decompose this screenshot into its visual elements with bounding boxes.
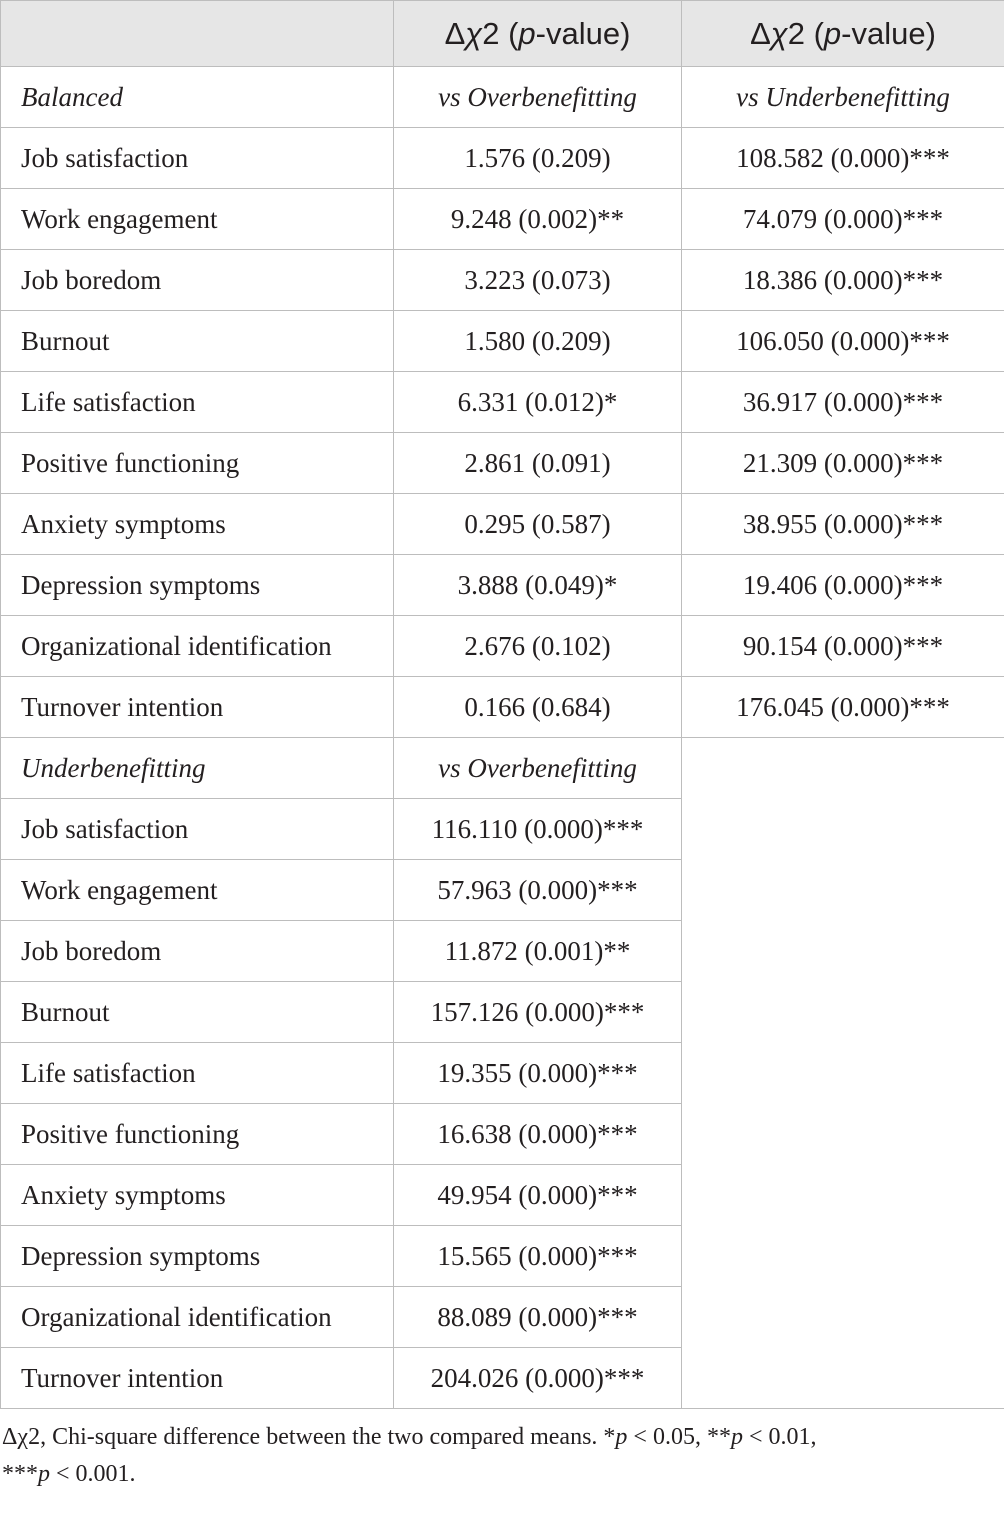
row-value-col3: 38.955 (0.000)*** xyxy=(682,494,1004,555)
row-value-col2: 116.110 (0.000)*** xyxy=(394,799,682,860)
row-label: Job boredom xyxy=(1,921,394,982)
row-value-col3: 36.917 (0.000)*** xyxy=(682,372,1004,433)
empty-cell xyxy=(682,738,1004,1409)
section-group-label: Underbenefitting xyxy=(1,738,394,799)
row-value-col2: 6.331 (0.012)* xyxy=(394,372,682,433)
row-value-col2: 9.248 (0.002)** xyxy=(394,189,682,250)
row-value-col2: 2.676 (0.102) xyxy=(394,616,682,677)
row-value-col2: 19.355 (0.000)*** xyxy=(394,1043,682,1104)
header-col2: Δχ2 (p-value) xyxy=(394,1,682,67)
row-label: Turnover intention xyxy=(1,677,394,738)
row-label: Turnover intention xyxy=(1,1348,394,1409)
header-col3: Δχ2 (p-value) xyxy=(682,1,1004,67)
header-row xyxy=(1,1,1004,67)
section-comparison-label: vs Overbenefitting xyxy=(394,738,682,799)
row-value-col3: 90.154 (0.000)*** xyxy=(682,616,1004,677)
table-row xyxy=(1,494,1004,555)
table-footnote: Δχ2, Chi-square difference between the two compared means. *p < 0.05, **p < 0.01, ***p < 0.001. xyxy=(2,1424,817,1487)
row-value-col2: 1.580 (0.209) xyxy=(394,311,682,372)
section-header-row xyxy=(1,67,1004,128)
table-row xyxy=(1,311,1004,372)
row-value-col2: 157.126 (0.000)*** xyxy=(394,982,682,1043)
row-value-col2: 15.565 (0.000)*** xyxy=(394,1226,682,1287)
row-label: Organizational identification xyxy=(1,616,394,677)
row-value-col2: 16.638 (0.000)*** xyxy=(394,1104,682,1165)
row-label: Positive functioning xyxy=(1,1104,394,1165)
section-header-row xyxy=(1,738,1004,799)
row-value-col2: 0.166 (0.684) xyxy=(394,677,682,738)
section-comparison-label: vs Underbenefitting xyxy=(682,67,1004,128)
row-label: Anxiety symptoms xyxy=(1,494,394,555)
section-comparison-label: vs Overbenefitting xyxy=(394,67,682,128)
row-value-col2: 11.872 (0.001)** xyxy=(394,921,682,982)
row-value-col3: 21.309 (0.000)*** xyxy=(682,433,1004,494)
row-value-col3: 108.582 (0.000)*** xyxy=(682,128,1004,189)
table-row xyxy=(1,128,1004,189)
row-label: Depression symptoms xyxy=(1,555,394,616)
row-label: Depression symptoms xyxy=(1,1226,394,1287)
row-label: Work engagement xyxy=(1,860,394,921)
row-value-col2: 204.026 (0.000)*** xyxy=(394,1348,682,1409)
row-label: Positive functioning xyxy=(1,433,394,494)
table-row xyxy=(1,372,1004,433)
row-label: Job satisfaction xyxy=(1,128,394,189)
table-row xyxy=(1,555,1004,616)
row-value-col3: 176.045 (0.000)*** xyxy=(682,677,1004,738)
row-label: Work engagement xyxy=(1,189,394,250)
row-value-col3: 106.050 (0.000)*** xyxy=(682,311,1004,372)
row-value-col2: 49.954 (0.000)*** xyxy=(394,1165,682,1226)
section-group-label: Balanced xyxy=(1,67,394,128)
row-label: Burnout xyxy=(1,982,394,1043)
row-label: Burnout xyxy=(1,311,394,372)
row-value-col3: 18.386 (0.000)*** xyxy=(682,250,1004,311)
row-label: Job boredom xyxy=(1,250,394,311)
header-empty xyxy=(1,1,394,67)
row-label: Anxiety symptoms xyxy=(1,1165,394,1226)
table-row xyxy=(1,250,1004,311)
row-value-col2: 3.223 (0.073) xyxy=(394,250,682,311)
row-value-col2: 1.576 (0.209) xyxy=(394,128,682,189)
row-value-col3: 19.406 (0.000)*** xyxy=(682,555,1004,616)
table-row xyxy=(1,616,1004,677)
row-value-col2: 57.963 (0.000)*** xyxy=(394,860,682,921)
table-row xyxy=(1,677,1004,738)
row-label: Life satisfaction xyxy=(1,1043,394,1104)
row-value-col2: 2.861 (0.091) xyxy=(394,433,682,494)
row-value-col2: 0.295 (0.587) xyxy=(394,494,682,555)
table-row xyxy=(1,189,1004,250)
row-label: Job satisfaction xyxy=(1,799,394,860)
row-value-col2: 3.888 (0.049)* xyxy=(394,555,682,616)
row-label: Organizational identification xyxy=(1,1287,394,1348)
row-label: Life satisfaction xyxy=(1,372,394,433)
row-value-col3: 74.079 (0.000)*** xyxy=(682,189,1004,250)
row-value-col2: 88.089 (0.000)*** xyxy=(394,1287,682,1348)
table-row xyxy=(1,433,1004,494)
